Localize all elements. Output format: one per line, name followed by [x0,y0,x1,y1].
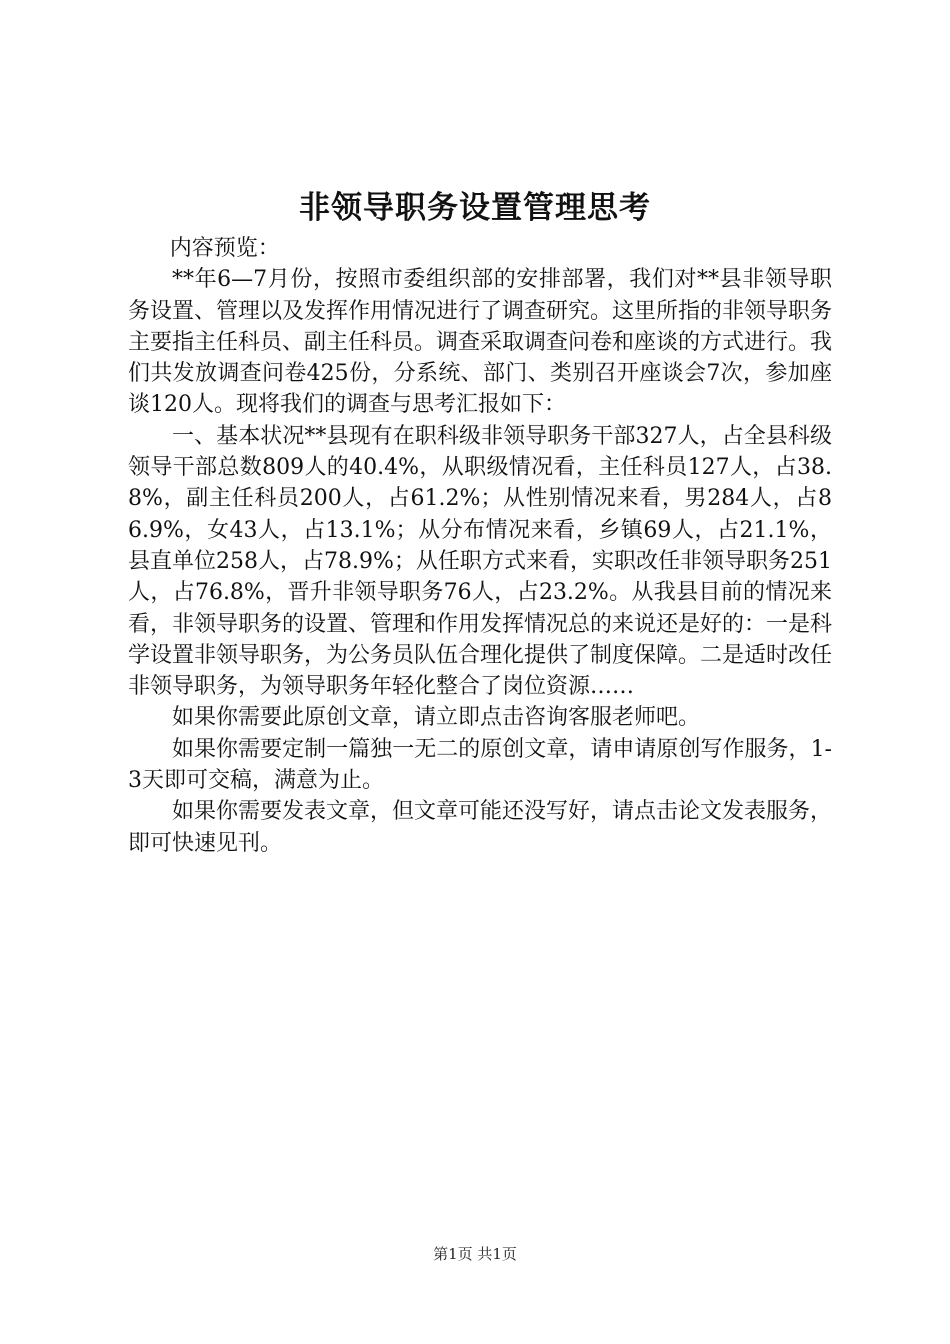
paragraph-original-article-link: 如果你需要此原创文章，请立即点击咨询客服老师吧。 [172,705,701,731]
paragraph-publishing-service: 如果你需要发表文章，但文章可能还没写好，请点击论文发表服务，即可快速见刊。 [128,799,833,856]
document-title: 非领导职务设置管理思考 [299,190,651,226]
page-footer: 第1页 共1页 [433,1245,517,1263]
paragraph-basic-status: 一、基本状况**县现有在职科级非领导职务干部327人，占全县科级领导干部总数809人的40.4%，从职级情况看，主任科员127人，占38.8%，副主任科员200人，占61.2%；从性别情况来看，男284人，占86.9%，女43人，占13.1%；从分布情况来看，乡镇69人，占21.1%，县直单位258人，占78.9%；从任职方式来看，实职改任非领导职务251人，占76.8%，晋升非领导职务76人，占23.2%。从我县目前的情况来看，非领导职务的设置、管理和作用发挥情况总的来说还是好的：一是科学设置非领导职务，为公务员队伍合理化提供了制度保障。二是适时改任非领导职务，为领导职务年轻化整合了岗位资源…… [128,423,833,700]
paragraph-custom-writing-service: 如果你需要定制一篇独一无二的原创文章，请申请原创写作服务，1-3天即可交稿，满意为止。 [128,736,832,794]
document-body [128,233,832,859]
paragraph-intro: **年6—7月份，按照市委组织部的安排部署，我们对**县非领导职务设置、管理以及发挥作用情况进行了调查研究。这里所指的非领导职务主要指主任科员、副主任科员。调查采取调查问卷和座谈的方式进行。我们共发放调查问卷425份，分系统、部门、类别召开座谈会7次，参加座谈120人。现将我们的调查与思考汇报如下： [128,267,833,418]
preview-label: 内容预览： [169,236,280,261]
